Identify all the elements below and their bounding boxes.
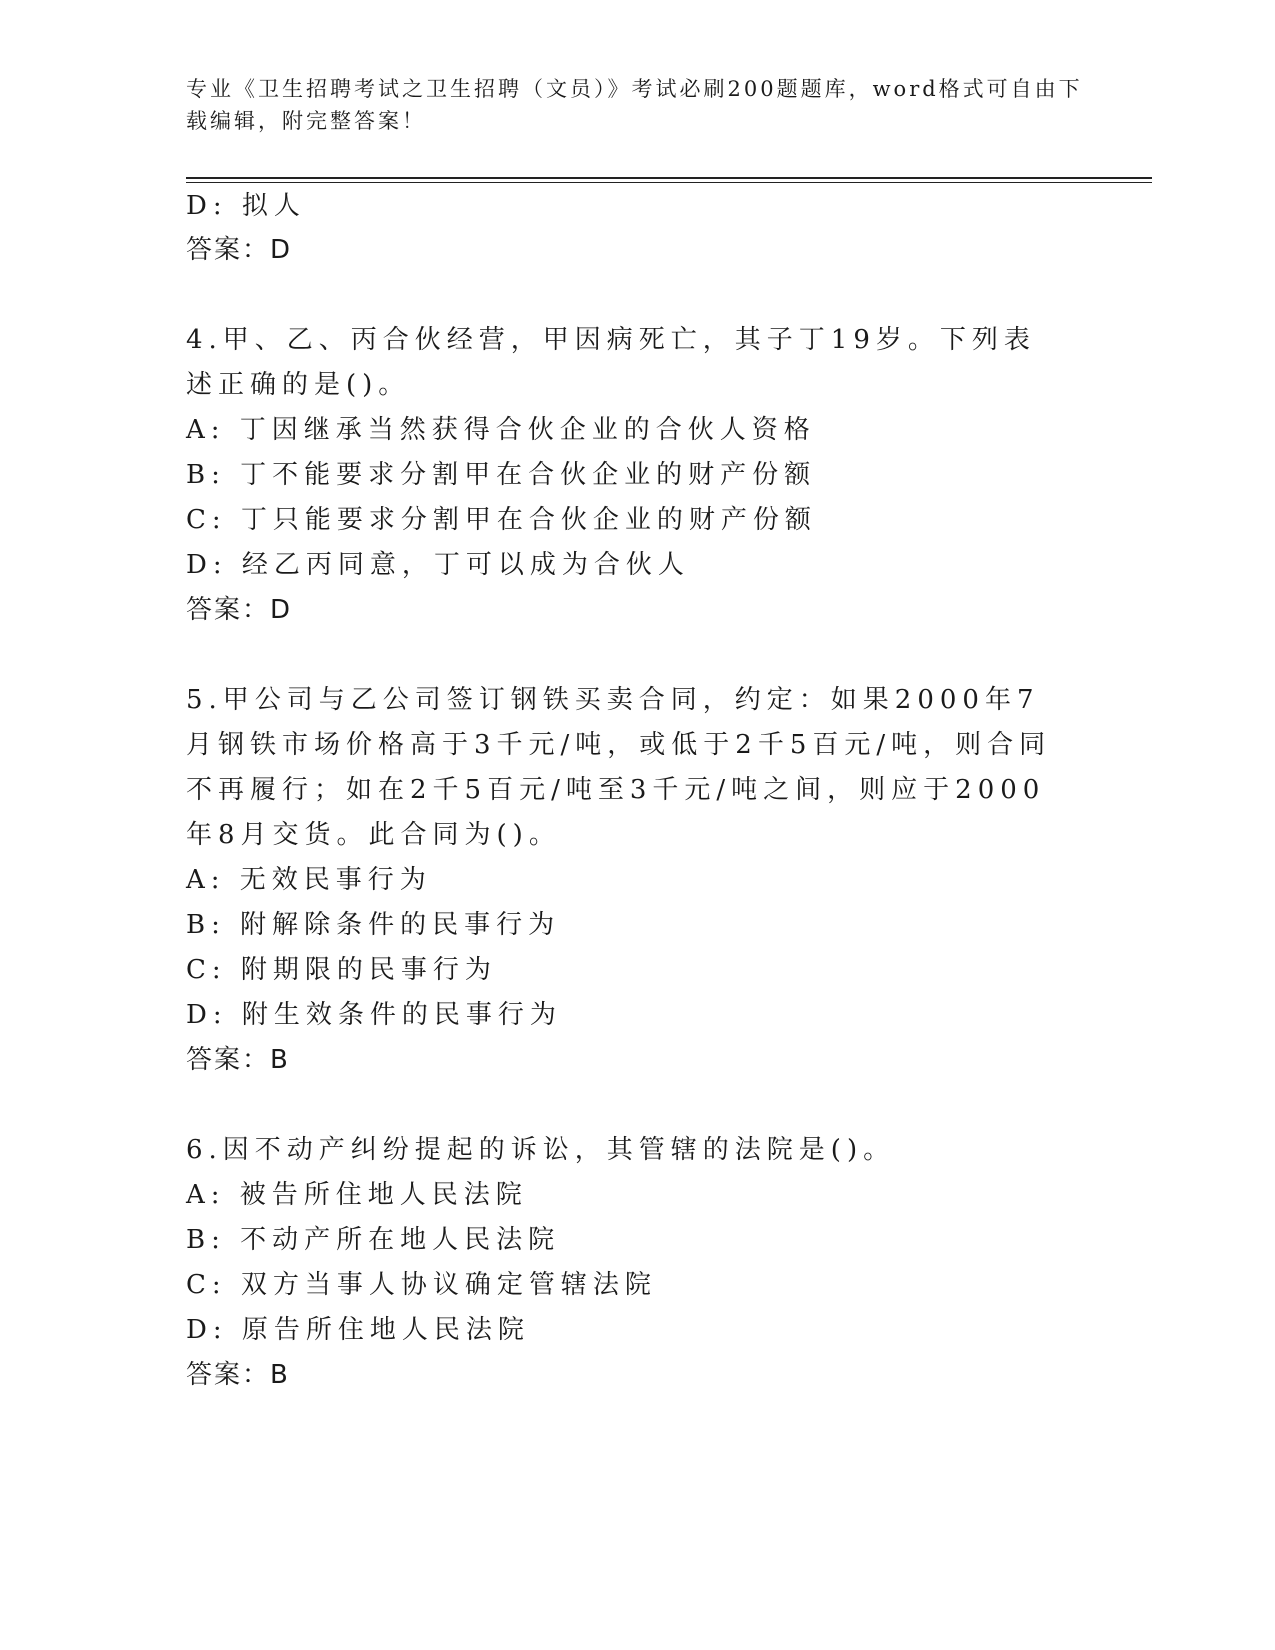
q6-option-a: A: 被告所住地人民法院 (186, 1180, 528, 1210)
q5-option-a: A: 无效民事行为 (186, 865, 432, 895)
q6-option-b: B: 不动产所在地人民法院 (186, 1225, 561, 1255)
header-rule-thin (186, 182, 1152, 183)
q3-answer: 答案：D (186, 235, 293, 265)
q4-option-c: C: 丁只能要求分割甲在合伙企业的财产份额 (186, 505, 817, 535)
q5-option-d: D: 附生效条件的民事行为 (186, 1000, 562, 1030)
q4-option-d: D: 经乙丙同意，丁可以成为合伙人 (186, 550, 690, 580)
q3-option-d: D: 拟人 (186, 191, 306, 221)
q6-stem: 6.因不动产纠纷提起的诉讼，其管辖的法院是()。 (186, 1135, 896, 1165)
header-rule-thick (186, 177, 1152, 179)
q6-option-d: D: 原告所住地人民法院 (186, 1315, 530, 1345)
q4-option-a: A: 丁因继承当然获得合伙企业的合伙人资格 (186, 415, 816, 445)
q4-stem: 4.甲、乙、丙合伙经营，甲因病死亡，其子丁19岁。下列表述正确的是()。 (186, 325, 1036, 400)
q4-answer: 答案：D (186, 595, 293, 625)
q5-option-c: C: 附期限的民事行为 (186, 955, 497, 985)
q5-option-b: B: 附解除条件的民事行为 (186, 910, 561, 940)
q5-stem: 5.甲公司与乙公司签订钢铁买卖合同，约定：如果2000年7月钢铁市场价格高于3千元/吨，或低于2千5百元/吨，则合同不再履行；如在2千5百元/吨至3千元/吨之间，则应于2000年8月交货。此合同为()。 (186, 685, 1052, 850)
q4-option-b: B: 丁不能要求分割甲在合伙企业的财产份额 (186, 460, 817, 490)
document-header: 专业《卫生招聘考试之卫生招聘（文员）》考试必刷200题题库，word格式可自由下载编辑，附完整答案！ (186, 77, 1083, 133)
q5-answer: 答案：B (186, 1045, 290, 1075)
q6-option-c: C: 双方当事人协议确定管辖法院 (186, 1270, 657, 1300)
q6-answer: 答案：B (186, 1360, 290, 1390)
